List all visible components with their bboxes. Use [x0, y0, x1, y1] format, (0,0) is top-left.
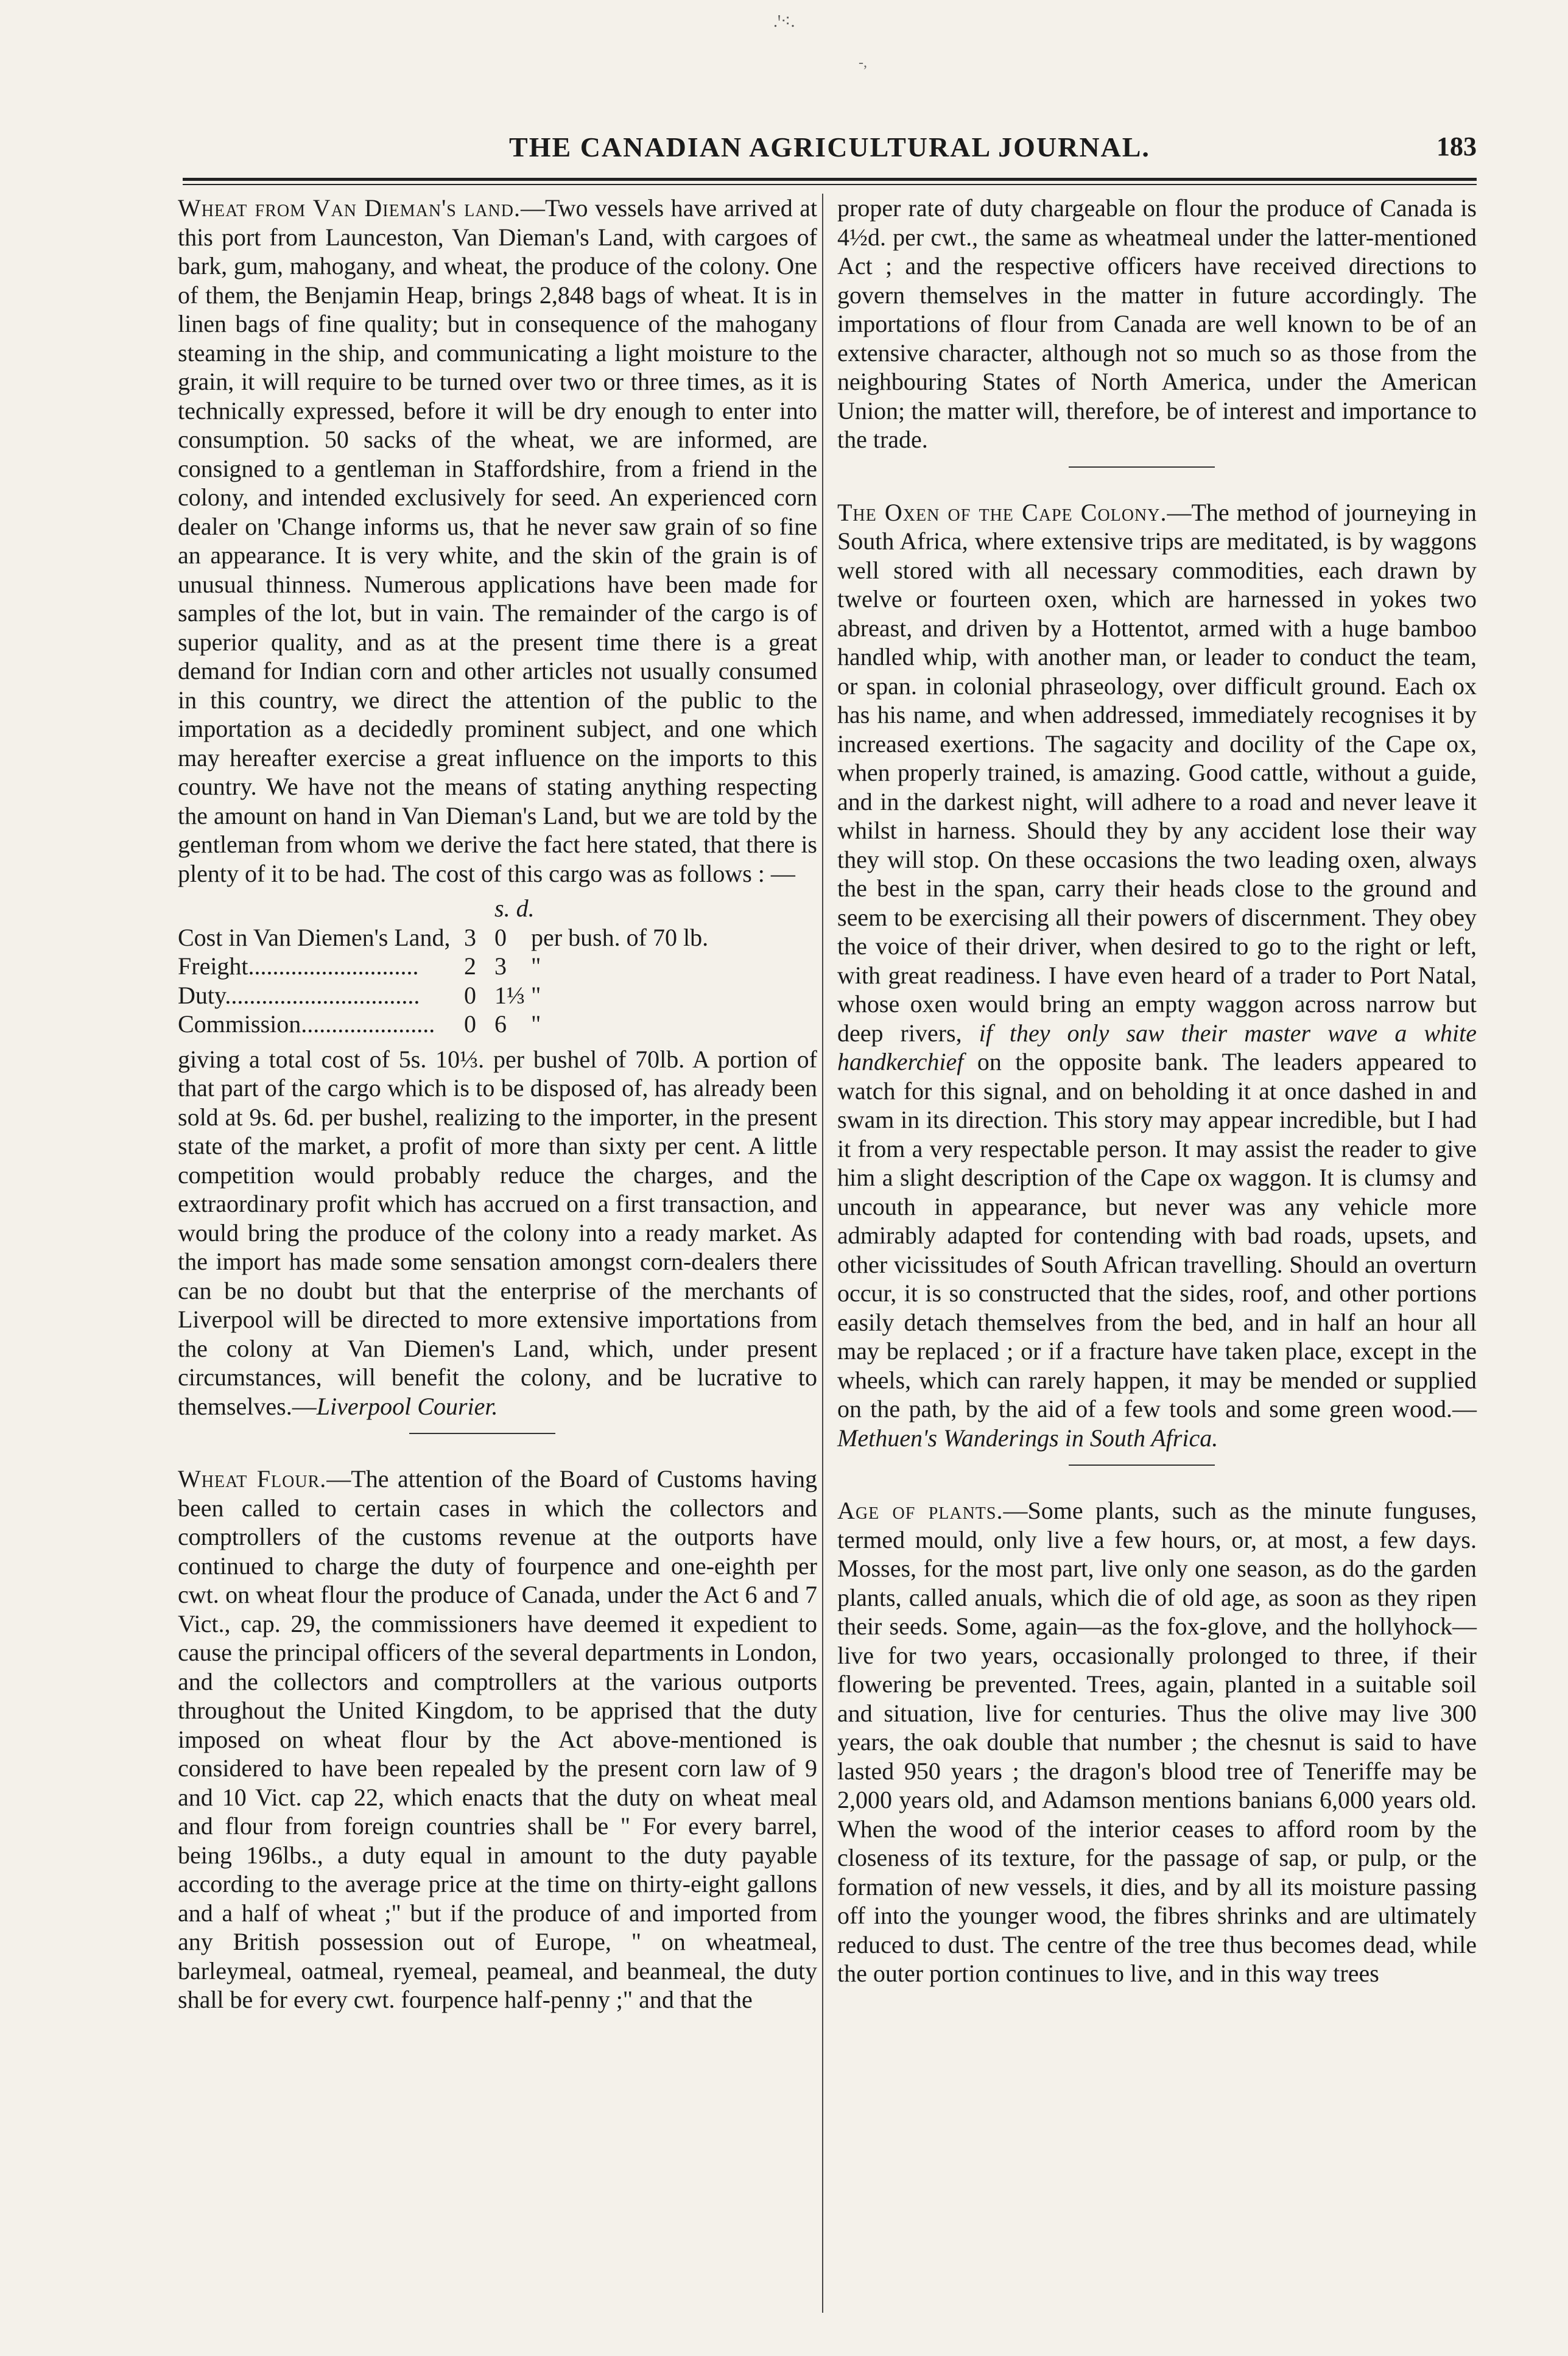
article-wheat-flour-cont [837, 194, 1477, 454]
article-source: Methuen's Wanderings in South Africa. [837, 1424, 1218, 1452]
cost-table-row [178, 923, 817, 952]
journal-title: THE CANADIAN AGRICULTURAL JOURNAL. [509, 132, 1150, 163]
cost-shillings: 2 [464, 952, 476, 980]
cost-table-row [178, 1010, 817, 1039]
cost-item: Freight............................ [178, 952, 419, 980]
cost-item: Cost in Van Diemen's Land, [178, 923, 451, 951]
article-heading: Wheat Flour. [178, 1465, 327, 1493]
article-body: —Two vessels have arrived at this port from Launceston, Van Dieman's Land, with cargoes of bark, gum, mahogany, and wheat, the produce of the colony. One of them, the Benjamin Heap, brings 2,848 bags of wheat. It is in linen bags of fine quality; but in consequence of the mahogany steaming in the ship, and communicating a light moisture to the grain, it will require to be turned over two or three times, as it is technically expressed, before it will be dry enough to enter into consumption. 50 sacks of the wheat, we are informed, are consigned to a gentleman in Staffordshire, from a friend in the colony, and intended exclusively for seed. An experienced corn dealer on 'Change informs us, that he never saw grain of so fine an appearance. It is very white, and the skin of the grain is of unusual thinness. Numerous applications have been made for samples of the lot, but in vain. The remainder of the cargo is of superior quality, and as at the present time there is a great demand for Indian corn and other articles not usually consumed in this country, we direct the attention of the public to the importation as a decidedly prominent subject, and one which may hereafter exercise a great influence on the imports to this country. We have not the means of stating anything respecting the amount on hand in Van Dieman's Land, but we are told by the gentleman from whom we derive the fact here stated, that there is plenty of it to be had. The cost of this cargo was as follows : — [178, 194, 818, 887]
article-body: giving a total cost of 5s. 10⅓. per bushel of 70lb. A portion of that part of the cargo which is to be disposed of, has already been sold at 9s. 6d. per bushel, realizing to the importer, in the present state of the market, a profit of more than sixty per cent. A little competition would probably reduce the charges, and the extraordinary profit which has accrued on a first transaction, and would bring the produce of the colony into a ready market. As the import has made some sensation amongst corn-dealers there can be no doubt but that the enterprise of the merchants of Liverpool will be directed to more extensive importations from the colony at Van Diemen's Land, which, under present circumstances, will benefit the colony, and be lucrative to themselves.— [178, 1045, 817, 1420]
article-body: proper rate of duty chargeable on flour the produce of Canada is 4½d. per cwt., the same as wheatmeal under the latter-mentioned Act ; and the respective officers have received directions to govern themselves in the matter in future accordingly. The importations of flour from Canada are well known to be of an extensive character, although not so much so as those from the neighbouring States of North America, under the American Union; the matter will, therefore, be of interest and importance to the trade. [837, 194, 1477, 453]
right-column [837, 194, 1477, 1988]
cost-unit: " [531, 981, 541, 1009]
cost-shillings: 0 [464, 981, 476, 1009]
article-source: Liverpool Courier. [316, 1392, 498, 1420]
cost-unit: " [531, 1010, 541, 1038]
cost-table-row [178, 952, 817, 981]
running-header [183, 131, 1477, 174]
article-heading: The Oxen of the Cape Colony. [837, 498, 1167, 526]
article-body: —The method of journeying in South Africa, where extensive trips are meditated, is by waggons well stored with all necessary commodities, each drawn by twelve or fourteen oxen, which are harnessed in yokes two abreast, and driven by a Hottentot, armed with a huge bamboo handled whip, with another man, or leader to conduct the team, or span. in colonial phraseology, over difficult ground. Each ox has his name, and when addressed, immediately recognises it by increased exertions. The sagacity and docility of the Cape ox, when properly trained, is amazing. Good cattle, without a guide, and in the darkest night, will adhere to a road and never leave it whilst in harness. Should they by any accident lose their way they will stop. On these occasions the two leading oxen, always the best in the span, carry their heads close to the ground and seem to be exercising all their powers of discernment. They obey the voice of their driver, when desired to go to the right or left, with great readiness. I have even heard of a trader to Port Natal, whose oxen would bring an empty waggon across narrow but deep rivers, [837, 498, 1477, 1047]
article-body: —The attention of the Board of Customs having been called to certain cases in which the collectors and comptrollers of the customs revenue at the outports have continued to charge the duty of fourpence and one-eighth per cwt. on wheat flour the produce of Canada, under the Act 6 and 7 Vict., cap. 29, the commissioners have deemed it expedient to cause the principal officers of the several departments in London, and the collectors and comptrollers at the various outports throughout the United Kingdom, to be apprised that the duty imposed on wheat flour by the Act above-mentioned is considered to have been repealed by the present corn law of 9 and 10 Vict. cap 22, which enacts that the duty on wheat meal and flour from foreign countries shall be " For every barrel, being 196lbs., a duty equal in amount to the duty payable according to the average price at the time on thirty-eight gallons and a half of wheat ;" but if the produce of and imported from any British possession out of Europe, " on wheatmeal, barleymeal, oatmeal, ryemeal, peameal, and beanmeal, the duty shall be for every cwt. fourpence half-penny ;" and that the [178, 1465, 817, 2013]
page-number: 183 [1436, 132, 1477, 161]
cost-unit: per bush. of 70 lb. [531, 923, 709, 951]
article-body: on the opposite bank. The leaders appeared to watch for this signal, and on beholding it at once dashed in and swam in its direction. This story may appear incredible, but I had it from a very respectable person. It may assist the reader to give him a slight description of the Cape ox waggon. It is clumsy and uncouth in appearance, but never was any vehicle more admirably adapted for contending with bad roads, upsets, and other vicissitudes of South African travelling. Should an overturn occur, it is so constructed that the sides, roof, and other portions easily detach themselves from the bed, and in half an hour all may be replaced ; or if a fracture have taken place, except in the wheels, which can rarely happen, it may be mended or supplied on the path, by the aid of a few tools and some green wood.— [837, 1048, 1477, 1422]
cost-item: Commission...................... [178, 1010, 435, 1038]
article-italic: if they only saw their master wave a white handkerchief [837, 1019, 1477, 1075]
cost-unit: " [531, 952, 541, 980]
article-cape-oxen [837, 498, 1477, 1453]
section-rule [1069, 466, 1215, 468]
article-heading: Age of plants. [837, 1497, 1004, 1524]
cost-table [178, 894, 817, 1039]
header-rule-thick [183, 178, 1477, 181]
cost-pence: 1⅓ [494, 981, 525, 1009]
article-wheat-van-dieman-cont [178, 1045, 817, 1421]
print-speck: .ꞌ⁖. [773, 12, 795, 31]
article-age-of-plants [837, 1496, 1477, 1988]
cost-pence: 3 [494, 952, 507, 980]
article-body: —Some plants, such as the minute funguses, termed mould, only live a few hours, or, at most, a few days. Mosses, for the most part, live only one season, as do the garden plants, called anuals, which die of old age, as soon as they ripen their seeds. Some, again—as the fox-glove, and the hollyhock—live for two years, occasionally prolonged to three, if their flowering be prevented. Trees, again, planted in a suitable soil and situation, live for centuries. Thus the olive may live 300 years, the oak double that number ; the chesnut is said to have lasted 950 years ; the dragon's blood tree of Teneriffe may be 2,000 years old, and Adamson mentions banians 6,000 years old. When the wood of the interior ceases to afford room by the closeness of its texture, for the passage of sap, or pulp, or the formation of new vessels, it dies, and by all its moisture passing off into the younger wood, the fibres shrinks and are ultimately reduced to dust. The centre of the tree thus becomes dead, while the outer portion continues to live, and in this way trees [837, 1497, 1477, 1987]
article-heading: Wheat from Van Dieman's land. [178, 194, 521, 222]
header-rule-thin [183, 184, 1477, 185]
cost-pence: 0 [494, 923, 507, 951]
cost-shillings: 3 [464, 923, 476, 951]
article-wheat-van-dieman [178, 194, 817, 888]
cost-item: Duty................................ [178, 981, 420, 1009]
cost-pence: 6 [494, 1010, 507, 1038]
article-wheat-flour [178, 1465, 817, 2014]
cost-table-header: s. d. [494, 895, 535, 922]
left-column [178, 194, 817, 2014]
column-divider [822, 194, 823, 2313]
cost-shillings: 0 [464, 1010, 476, 1038]
print-speck: -, [859, 55, 867, 71]
section-rule [409, 1433, 555, 1434]
section-rule [1069, 1465, 1215, 1466]
cost-table-row [178, 981, 817, 1010]
